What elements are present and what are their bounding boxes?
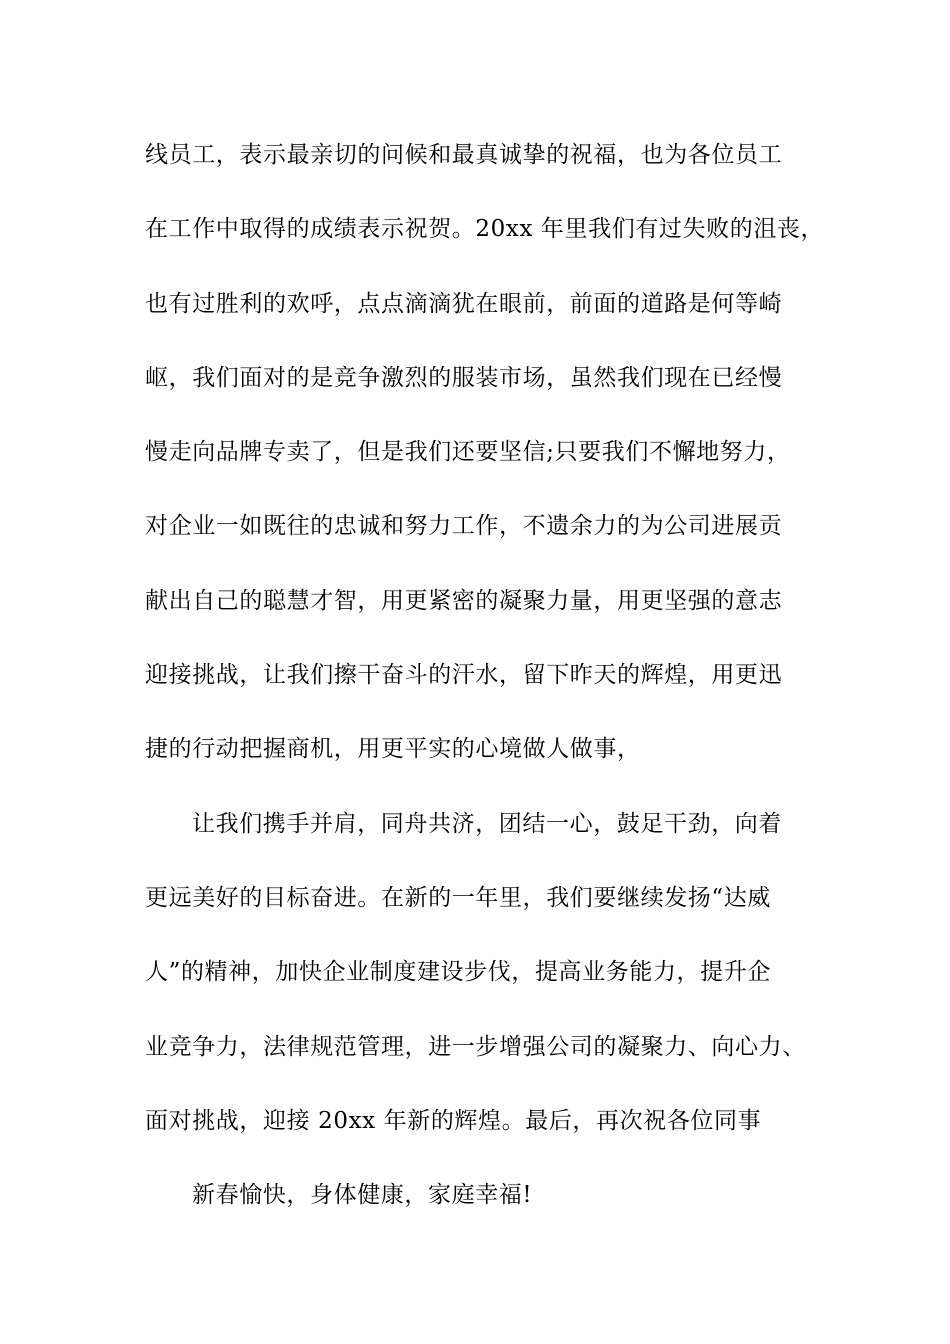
text-line: 捷的行动把握商机，用更平实的心境做人做事，: [145, 736, 641, 763]
text-line: 岖，我们面对的是竞争激烈的服装市场，虽然我们现在已经慢: [145, 364, 783, 391]
text-line: 人”的精神，加快企业制度建设步伐，提高业务能力，提升企: [145, 959, 771, 986]
text-line: 面对挑战，迎接 20xx 年新的辉煌。最后，再次祝各位同事: [145, 1107, 762, 1134]
body-text: [145, 135, 825, 1249]
closing-line: 新春愉快，身体健康，家庭幸福!: [192, 1182, 533, 1209]
text-line: 慢走向品牌专卖了，但是我们还要坚信;只要我们不懈地努力，: [145, 439, 791, 466]
text-line: 业竞争力，法律规范管理，进一步增强公司的凝聚力、向心力、: [145, 1033, 806, 1060]
text-line: 在工作中取得的成绩表示祝贺。20xx 年里我们有过失败的沮丧，: [145, 216, 825, 243]
paragraph-start-line: 让我们携手并肩，同舟共济，团结一心，鼓足干劲，向着: [192, 810, 782, 837]
text-line: 更远美好的目标奋进。在新的一年里，我们要继续发扬“达威: [145, 884, 771, 911]
text-line: 也有过胜利的欢呼，点点滴滴犹在眼前，前面的道路是何等崎: [145, 290, 783, 317]
text-line: 迎接挑战，让我们擦干奋斗的汗水，留下昨天的辉煌，用更迅: [145, 662, 783, 689]
text-line: 对企业一如既往的忠诚和努力工作，不遗余力的为公司进展贡: [145, 513, 783, 540]
text-line: 献出自己的聪慧才智，用更紧密的凝聚力量，用更坚强的意志: [145, 587, 783, 614]
text-line: 线员工，表示最亲切的问候和最真诚挚的祝福，也为各位员工: [145, 142, 783, 168]
